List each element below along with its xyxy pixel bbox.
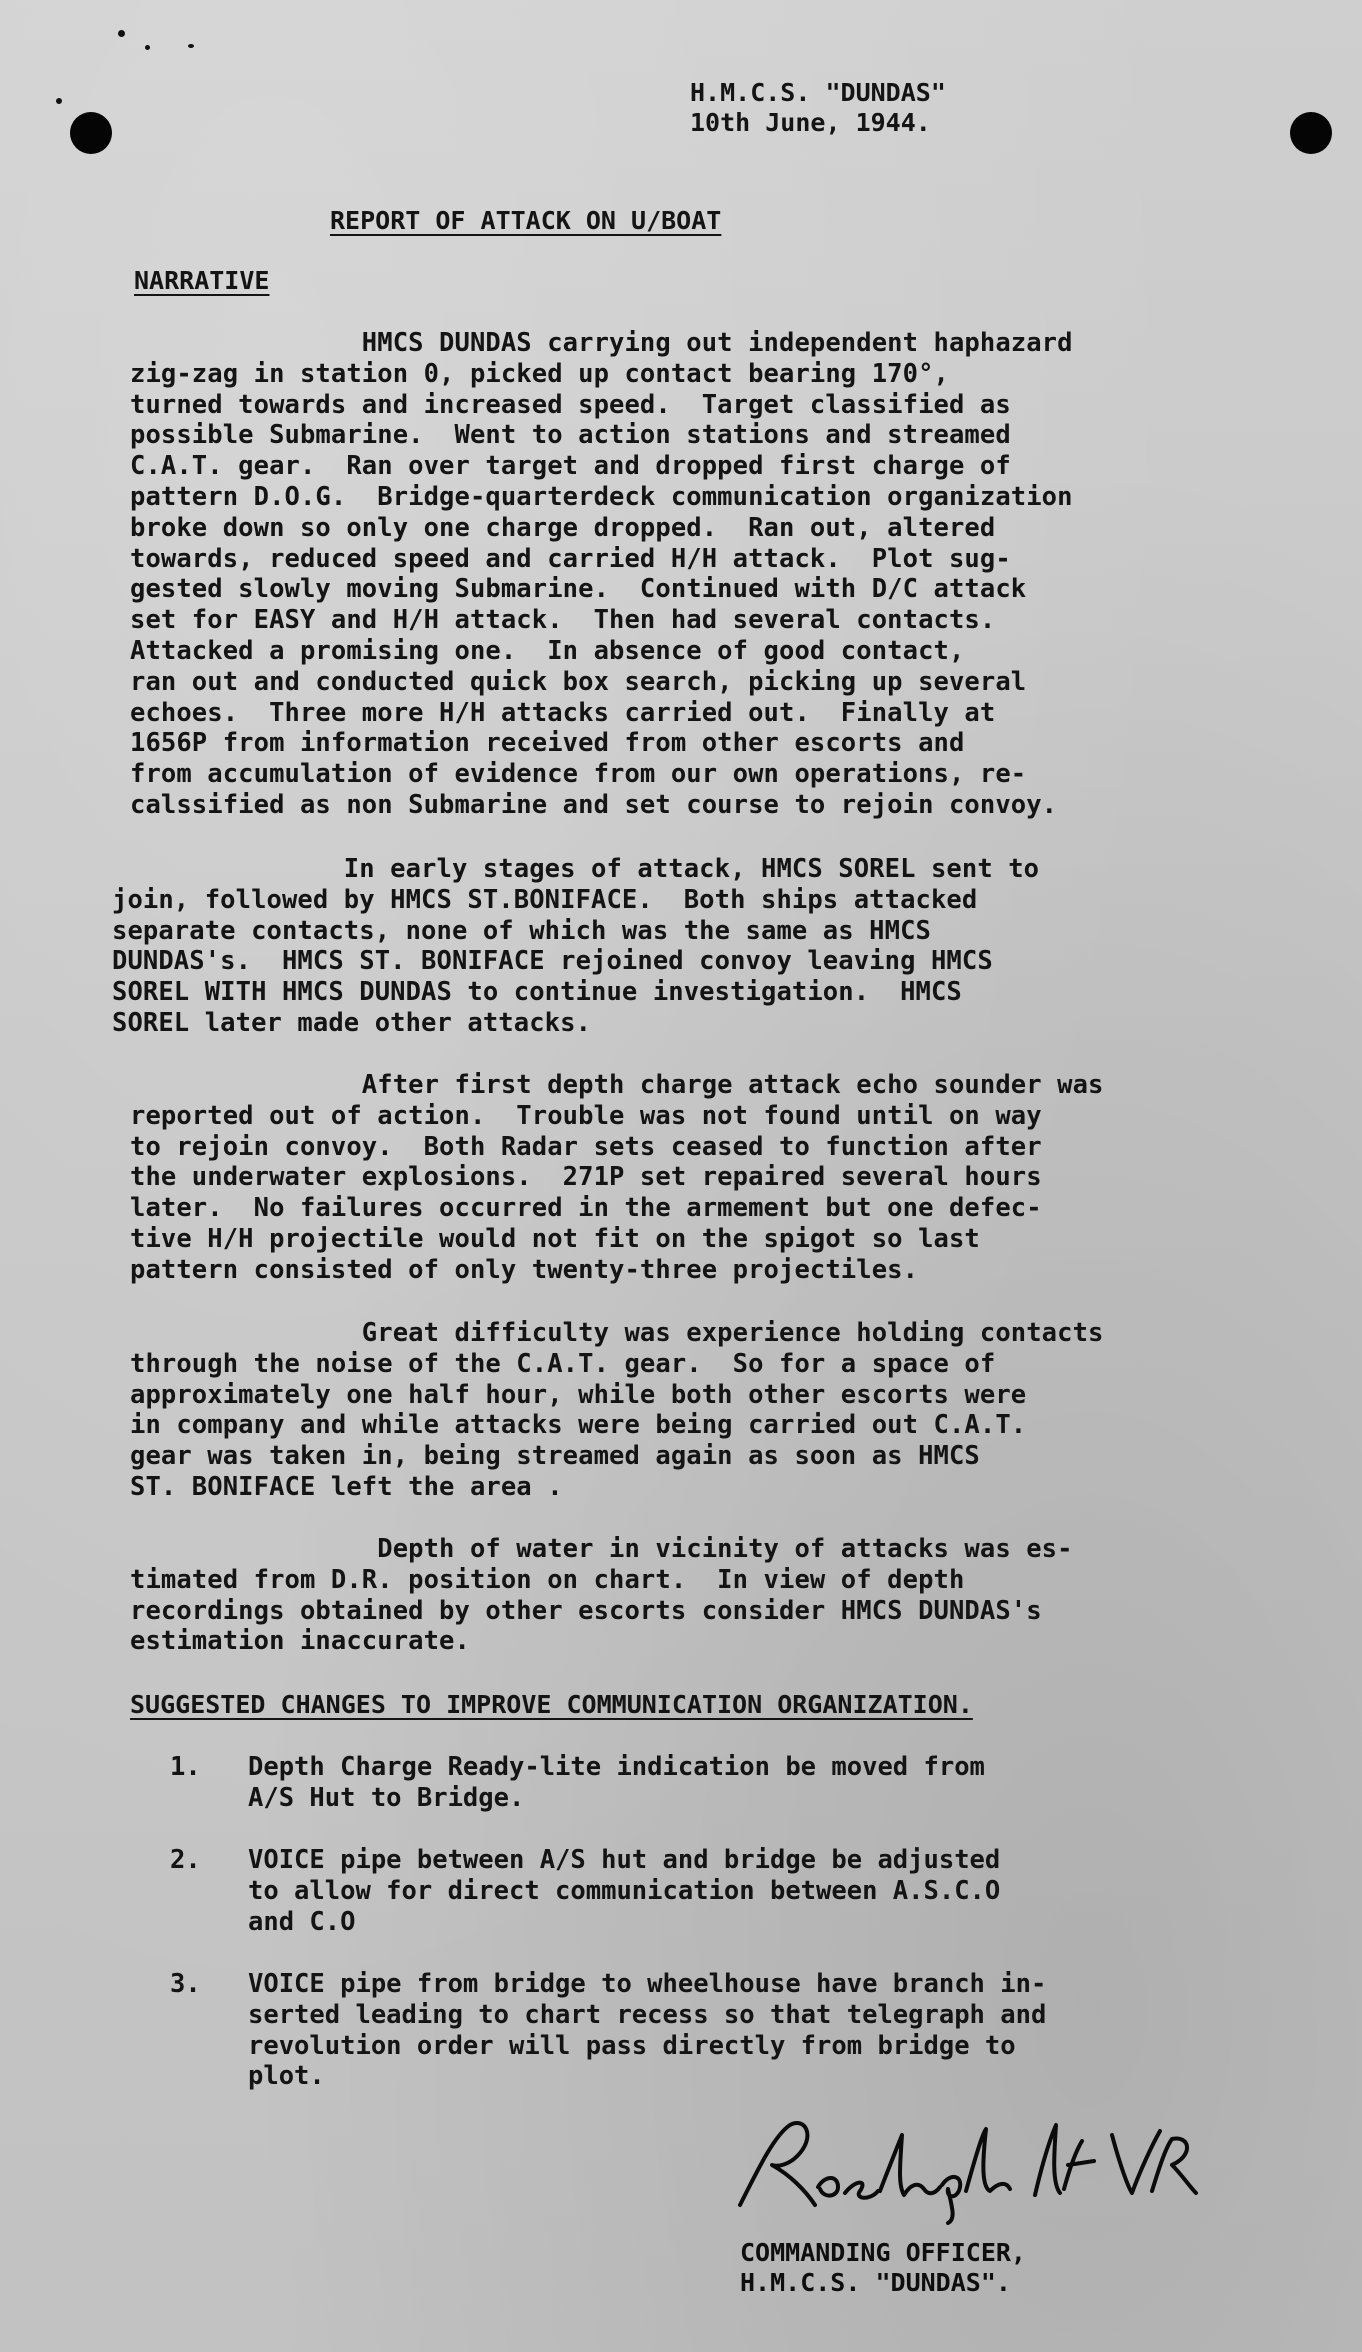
suggestions-heading: SUGGESTED CHANGES TO IMPROVE COMMUNICATION ORGANIZATION. — [130, 1690, 973, 1719]
handwritten-signature — [720, 2095, 1200, 2225]
document-header — [690, 78, 946, 138]
signature-title-line-2: H.M.C.S. "DUNDAS". — [740, 2268, 1011, 2297]
narrative-paragraph-2: In early stages of attack, HMCS SOREL sent to join, followed by HMCS ST.BONIFACE. Both ships attacked separate contacts, none of which was the same as HMCS DUNDAS's. HMCS ST. BONIFACE rejoined convoy leaving HMCS SOREL WITH HMCS DUNDAS to continue investigation. HMCS SOREL later made other attacks. — [112, 854, 1040, 1038]
narrative-paragraph-3: After first depth charge attack echo sounder was reported out of action. Trouble was not found until on way to rejoin convoy. Both Radar sets ceased to function after the underwater explosions. 271P set repaired several hours later. No failures occurred in the armement but one defec- tive H/H projectile would not fit on the spigot so last pattern consisted of only twenty-three projectiles. — [130, 1070, 1104, 1285]
narrative-heading: NARRATIVE — [134, 266, 270, 295]
narrative-paragraph-1: HMCS DUNDAS carrying out independent haphazard zig-zag in station 0, picked up contact bearing 170°, turned towards and increased speed. Target classified as possible Submarine. Went to action stations and streamed C.A.T. gear. Ran over target and dropped first charge of pattern D.O.G. Bridge-quarterdeck communication organization broke down so only one charge dropped. Ran out, altered towards, reduced speed and carried H/H attack. Plot sug- gested slowly moving Submarine. Continued with D/C attack set for EASY and H/H attack. Then had several contacts. Attacked a promising one. In absence of good contact, ran out and conducted quick box search, picking up several echoes. Three more H/H attacks carried out. Finally at 1656P from information received from other escorts and from accumulation of evidence from our own operations, re- calssified as non Submarine and set course to rejoin convoy. — [130, 328, 1073, 820]
signature-scrawl — [720, 2095, 1200, 2225]
suggestion-text: VOICE pipe between A/S hut and bridge be adjusted to allow for direct communication between A.S.C.O and C.O — [248, 1845, 1001, 1937]
ink-speck — [56, 98, 62, 104]
signature-title-line-1: COMMANDING OFFICER, — [740, 2238, 1026, 2267]
header-ship: H.M.C.S. "DUNDAS" — [690, 78, 946, 107]
suggestion-text: VOICE pipe from bridge to wheelhouse have branch in- serted leading to chart recess so that telegraph and revolution order will pass directly from bridge to plot. — [248, 1969, 1047, 2092]
punch-hole-left — [70, 112, 112, 154]
narrative-paragraph-4: Great difficulty was experience holding contacts through the noise of the C.A.T. gear. So for a space of approximately one half hour, while both other escorts were in company and while attacks were being carried out C.A.T. gear was taken in, being streamed again as soon as HMCS ST. BONIFACE left the area . — [130, 1318, 1104, 1502]
punch-hole-right — [1290, 112, 1332, 154]
ink-speck — [118, 30, 125, 37]
report-title: REPORT OF ATTACK ON U/BOAT — [330, 206, 722, 235]
suggestion-number: 2. — [170, 1845, 201, 1875]
suggestion-text: Depth Charge Ready-lite indication be moved from A/S Hut to Bridge. — [248, 1752, 985, 1813]
signature-title — [740, 2238, 1026, 2298]
ink-speck — [188, 44, 194, 48]
ink-speck — [145, 45, 150, 50]
narrative-paragraph-5: Depth of water in vicinity of attacks was es- timated from D.R. position on chart. In view of depth recordings obtained by other escorts consider HMCS DUNDAS's estimation inaccurate. — [130, 1534, 1073, 1657]
header-date: 10th June, 1944. — [690, 108, 931, 137]
suggestion-number: 3. — [170, 1969, 201, 1999]
suggestion-number: 1. — [170, 1752, 201, 1782]
